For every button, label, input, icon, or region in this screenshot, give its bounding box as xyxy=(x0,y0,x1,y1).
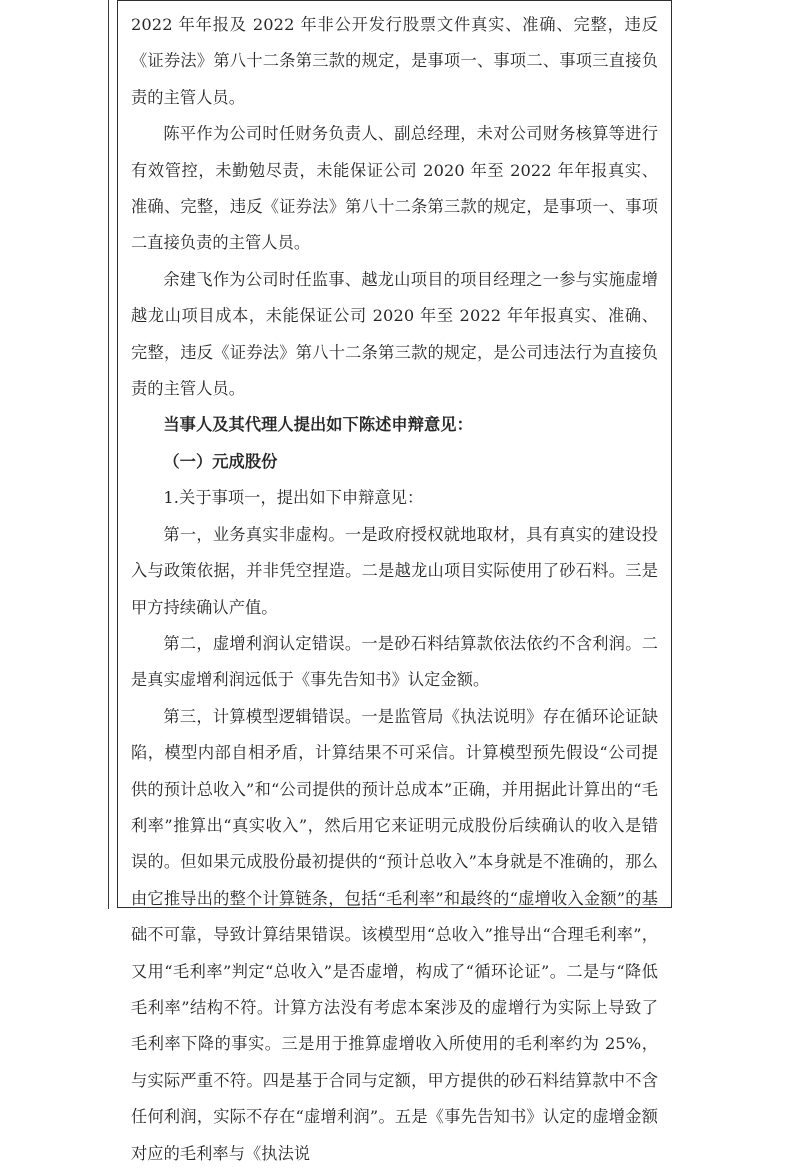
subsection-heading: （一）元成股份 xyxy=(163,451,278,471)
paragraph: 第三，计算模型逻辑错误。一是监管局《执法说明》存在循环论证缺陷，模型内部自相矛盾，计算结果不可采信。计算模型预先假设“公司提供的预计总收入”和“公司提供的预计总成本”正确，并用据此计算出的“毛利率”推算出“真实收入”，然后用它来证明元成股份后续确认的收入是错误的。但如果元成股份最初提供的“预计总收入”本身就是不准确的，那么由它推导出的整个计算链条，包括“毛利率”和最终的“虚增收入金额”的基础不可靠，导致计算结果错误。该模型用“总收入”推导出“合理毛利率”，又用“毛利率”判定“总收入”是否虚增，构成了“循环论证”。二是与“降低毛利率”结构不符。计算方法没有考虑本案涉及的虚增行为实际上导致了毛利率下降的事实。三是用于推算虚增收入所使用的毛利率约为 25%，与实际严重不符。四是基于合同与定额，甲方提供的砂石料结算款中不含任何利润，实际不存在“虚增利润”。五是《事先告知书》认定的虚增金额对应的毛利率与《执法说 xyxy=(131,706,658,1163)
paragraph: 第二，虚增利润认定错误。一是砂石料结算款依法依约不含利润。二是真实虚增利润远低于《事先告知书》认定金额。 xyxy=(131,633,658,690)
page-margin-rule xyxy=(108,0,109,909)
paragraph: 陈平作为公司时任财务负责人、副总经理，未对公司财务核算等进行有效管控，未勤勉尽责，未能保证公司 2020 年至 2022 年年报真实、准确、完整，违反《证券法》第八十二条第三款的规定，是事项一、事项二直接负责的主管人员。 xyxy=(131,124,658,253)
paragraph: 余建飞作为公司时任监事、越龙山项目的项目经理之一参与实施虚增越龙山项目成本，未能保证公司 2020 年至 2022 年年报真实、准确、完整，违反《证券法》第八十二条第三款的规定，是公司违法行为直接负责的主管人员。 xyxy=(131,269,658,399)
document-body xyxy=(118,0,671,1163)
paragraph: 2022 年年报及 2022 年非公开发行股票文件真实、准确、完整，违反《证券法》第八十二条第三款的规定，是事项一、事项二、事项三直接负责的主管人员。 xyxy=(131,15,658,107)
paragraph: 第一，业务真实非虚构。一是政府授权就地取材，具有真实的建设投入与政策依据，并非凭空捏造。二是越龙山项目实际使用了砂石料。三是甲方持续确认产值。 xyxy=(131,524,658,617)
paragraph: 1.关于事项一，提出如下申辩意见： xyxy=(163,488,424,508)
section-heading: 当事人及其代理人提出如下陈述申辩意见： xyxy=(163,415,473,435)
document-page-frame xyxy=(117,0,672,1163)
